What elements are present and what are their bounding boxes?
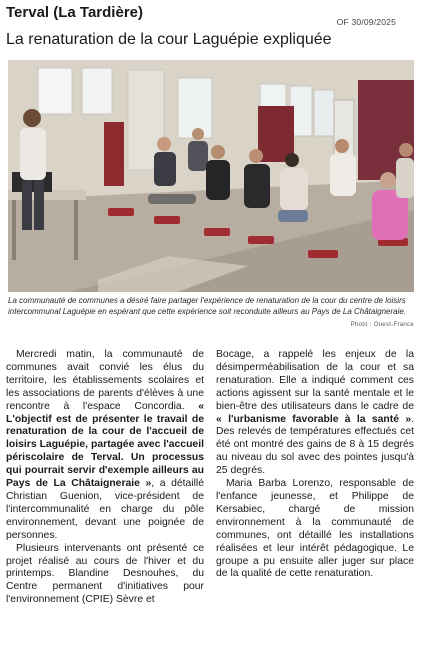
- article-column-left: [6, 349, 204, 607]
- paragraph-1-quote: « L'objectif est de présenter le travail de renaturation de la cour de l'accueil de loisirs Laguépie, partagée avec l'accueil périscolaire de Terval. Un processus qui pourrait servir d'exemple ailleurs au Pays de La Châtaigneraie »: [6, 400, 204, 490]
- kicker-location: Terval (La Tardière): [6, 4, 143, 21]
- article-headline: La renaturation de la cour Laguépie expliquée: [6, 31, 332, 48]
- article-column-right: [216, 349, 414, 581]
- photo-credit: Photo : Ouest-France: [350, 321, 414, 328]
- article-photo: [8, 60, 414, 292]
- paragraph-3-quote: « l'urbanisme favorable à la santé »: [216, 413, 412, 425]
- paragraph-1: [6, 349, 204, 543]
- photo-caption: [8, 295, 414, 331]
- paragraph-1-end: , a détaillé Christian Guenion, vice-président de l'intercommunalité en charge du pôle environnement, devant une poignée de personnes.: [6, 478, 205, 541]
- paragraph-4: Maria Barba Lorenzo, responsable de l'enfance jeunesse, et Philippe de Kersabiec, chargé de mission environnement à la communauté de communes, ont détaillé les installations réalisées et leur intérêt pédagogique. Le groupe a pu ensuite aller juger sur place de la qualité de cette renaturation.: [216, 478, 414, 580]
- paragraph-3: [216, 349, 414, 478]
- paragraph-2: Plusieurs intervenants ont présenté ce projet réalisé au cours de l'hiver et du printemps. Blandine Desnouhes, du Centre permanent d'initiatives pour l'environnement (CPIE) Sèvre et: [6, 542, 204, 606]
- meeting-room-illustration: [8, 60, 414, 292]
- dateline: OF 30/09/2025: [336, 17, 396, 27]
- caption-text: La communauté de communes a désiré faire partager l'expérience de renaturation de la cour du centre de loisirs intercommunal Laguépie en espérant que cette expérience soit reconduite ailleurs au Pays de La Châtaigneraie.: [8, 296, 407, 317]
- paragraph-3-end: . Des relevés de températures effectués cet été ont montré des gains de 8 à 15 degrés au niveau du sol avec des pointes jusqu'à 25 degrés.: [216, 413, 414, 477]
- paragraph-3-intro: Bocage, a rappelé les enjeux de la désimperméabilisation de la cour et sa renaturation. Elle a indiqué comment ces actions agissent sur la santé mentale et le bien-être des utilisateurs dans le cadre de: [216, 349, 414, 412]
- paragraph-1-intro: Mercredi matin, la communauté de communes avait convié les élus du territoire, les établissements scolaires et les associations de parents d'élèves à une rencontre à l'espace Concordia.: [6, 349, 204, 412]
